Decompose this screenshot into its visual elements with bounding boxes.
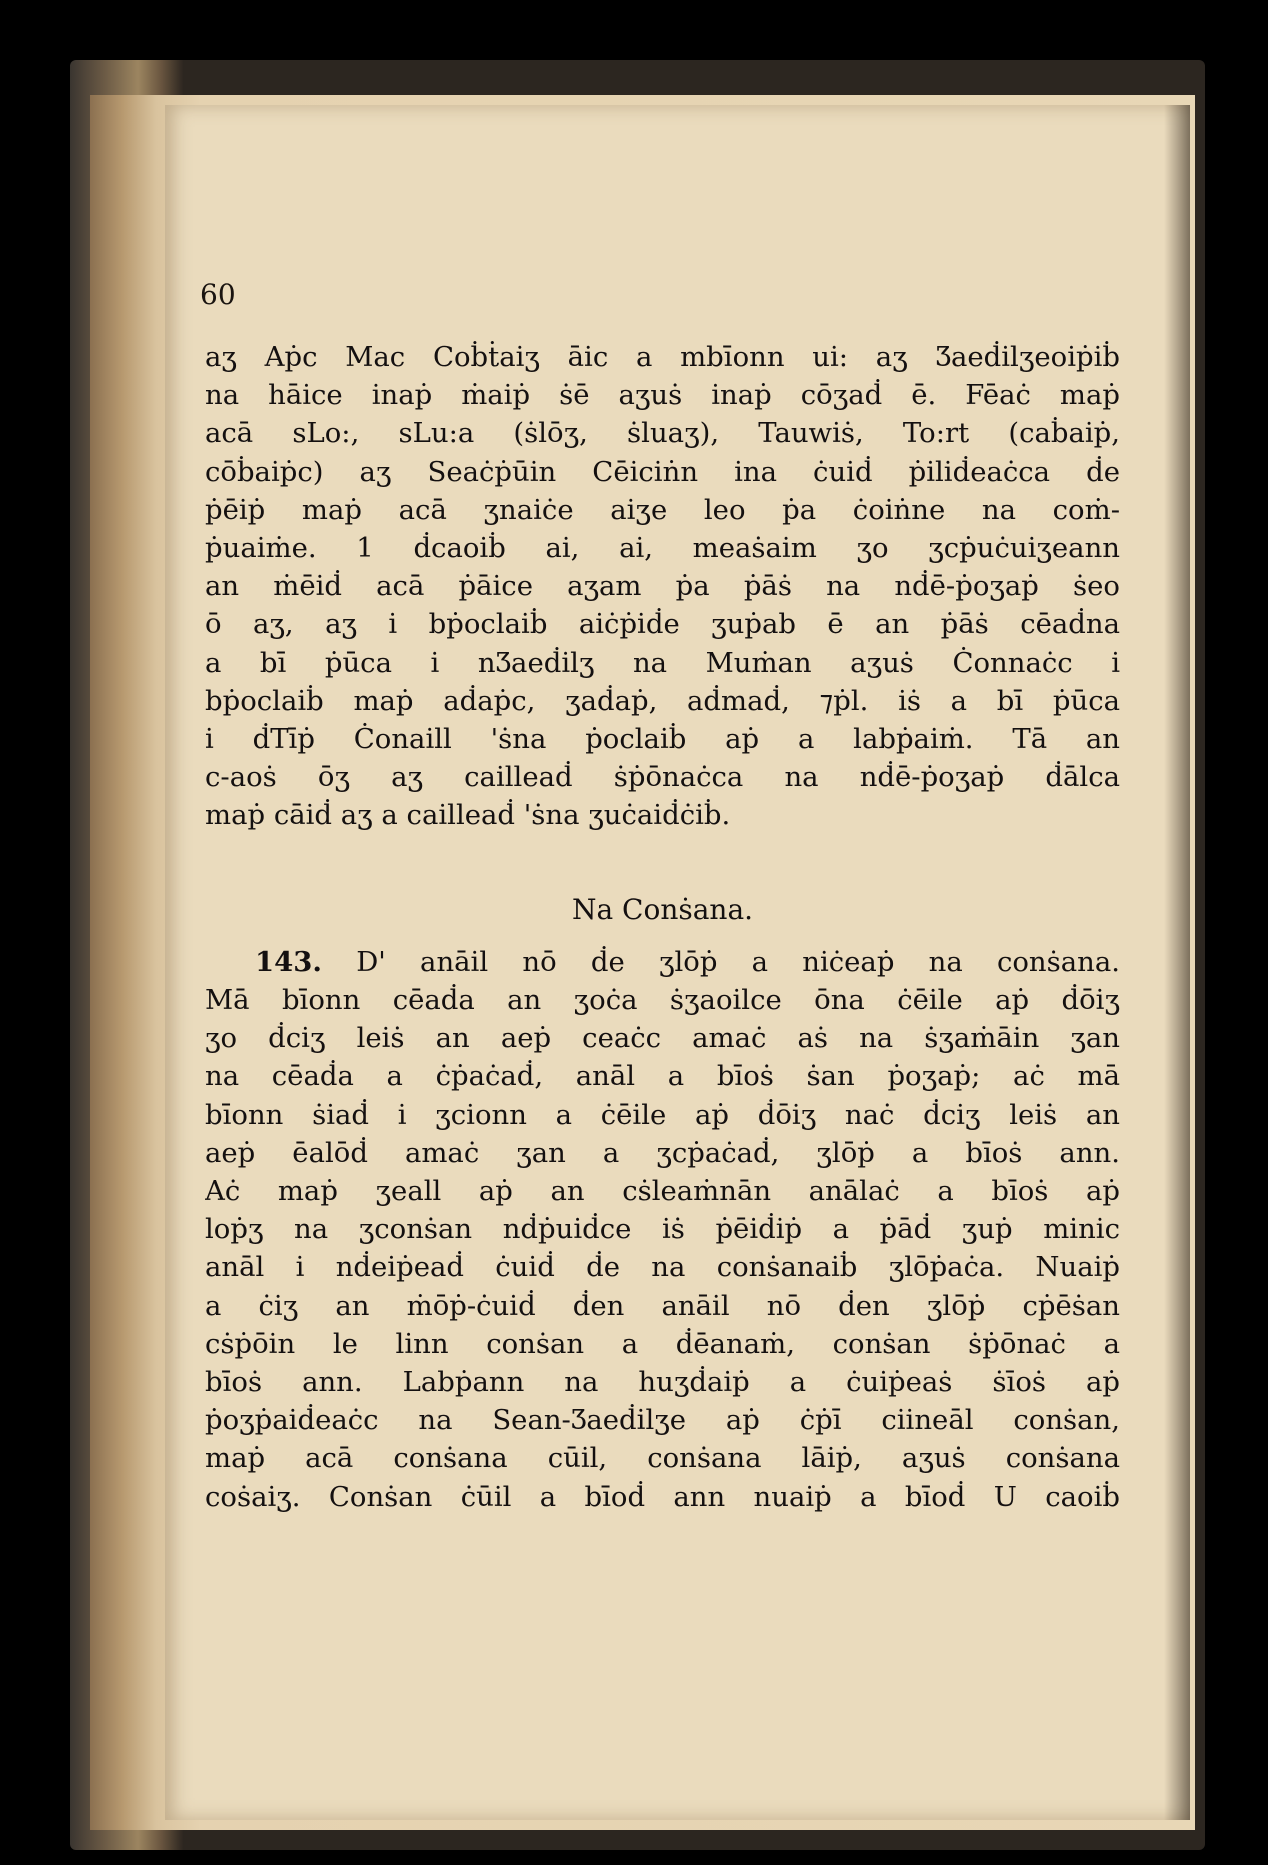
text-line: ṗuaiṁe. 1 ḋcaoiḃ ai, ai, meaṡaim ʒo ʒcṗuċuiʒeann	[205, 532, 1120, 565]
text-line: loṗʒ na ʒconṡan nḋṗuiḋce iṡ ṗēiḋiṗ a ṗāḋ ʒuṗ minic	[205, 1213, 1120, 1246]
text-line: anāl i nḋeiṗeaḋ ċuiḋ ḋe na conṡanaiḃ ʒlōṗaċa. Nuaiṗ	[205, 1251, 1120, 1284]
page-number: 60	[200, 278, 236, 311]
text-line: maṗ acā conṡana cūil, conṡana lāiṗ, aʒuṡ conṡana	[205, 1442, 1120, 1475]
text-line	[205, 943, 1120, 981]
paragraph-2	[205, 943, 1120, 1516]
text-line: bṗoclaiḃ maṗ aḋaṗc, ʒaḋaṗ, aḋmaḋ, ⁊ṗl. iṡ a bī ṗūca	[205, 684, 1120, 717]
text-line: ṗoʒṗaiḋeaċc na Sean-Ʒaeḋilʒe aṗ ċṗī ciineāl conṡan,	[205, 1404, 1120, 1437]
text-line: i ḋTīṗ Ċonaill 'ṡna ṗoclaiḃ aṗ a labṗaiṁ. Tā an	[205, 723, 1120, 756]
text-line: coṡaiʒ. Conṡan ċūil a bīoḋ ann nuaiṗ a bīoḋ U caoiḃ	[205, 1480, 1120, 1513]
paragraph-1	[205, 338, 1120, 835]
text-line: ō aʒ, aʒ i bṗoclaiḃ aiċṗiḋe ʒuṗab ē an ṗāṡ cēaḋna	[205, 608, 1120, 641]
text-line: acā sLo:, sLu:a (ṡlōʒ, ṡluaʒ), Tauwiṡ, To:rt (caḃaiṗ,	[205, 417, 1120, 450]
text-line: c-aoṡ ōʒ aʒ cailleaḋ ṡṗōnaċca na nḋē-ṗoʒaṗ ḋālca	[205, 761, 1120, 794]
section-first-line: D' anāil nō ḋe ʒlōṗ a niċeaṗ na conṡana.	[356, 945, 1120, 978]
text-line: aʒ Aṗc Mac Coḃṫaiʒ āic a mbīonn ui: aʒ Ʒaeḋilʒeoiṗiḃ	[205, 341, 1120, 373]
page-text	[205, 338, 1120, 1516]
text-line: na hāice inaṗ ṁaiṗ ṡē aʒuṡ inaṗ cōʒaḋ ē. Fēaċ maṗ	[205, 379, 1120, 412]
text-line: a bī ṗūca i nƷaeḋilʒ na Muṁan aʒuṡ Ċonnaċc i	[205, 646, 1120, 679]
spine-shadow	[1164, 105, 1190, 1820]
text-line: maṗ cāiḋ aʒ a cailleaḋ 'ṡna ʒuċaiḋċiḃ.	[205, 799, 731, 832]
text-line: cṡṗōin le linn conṡan a ḋēanaṁ, conṡan ṡṗōnaċ a	[205, 1327, 1120, 1360]
text-line: an ṁēiḋ acā ṗāice aʒam ṗa ṗāṡ na nḋē-ṗoʒaṗ ṡeo	[205, 570, 1120, 603]
text-line: bīonn ṡiaḋ i ʒcionn a ċēile aṗ ḋōiʒ naċ ḋciʒ leiṡ an	[205, 1098, 1120, 1131]
text-line: ʒo ḋciʒ leiṡ an aeṗ ceaċc amaċ aṡ na ṡʒaṁāin ʒan	[205, 1022, 1120, 1055]
text-line: bīoṡ ann. Labṗann na huʒḋaiṗ a ċuiṗeaṡ ṡīoṡ aṗ	[205, 1366, 1120, 1399]
text-line: ṗēiṗ maṗ acā ʒnaiċe aiʒe leo ṗa ċoiṅne na coṁ-	[205, 493, 1120, 526]
section-heading: Na Conṡana.	[571, 892, 754, 926]
section-number: 143.	[255, 945, 322, 978]
text-line: na cēaḋa a ċṗaċaḋ, anāl a bīoṡ ṡan ṗoʒaṗ; aċ mā	[205, 1060, 1120, 1093]
text-line: Mā bīonn cēaḋa an ʒoċa ṡʒaoilce ōna ċēile aṗ ḋōiʒ	[205, 984, 1120, 1017]
text-line: aeṗ ēalōḋ amaċ ʒan a ʒcṗaċaḋ, ʒlōṗ a bīoṡ ann.	[205, 1136, 1120, 1169]
text-line: Aċ maṗ ʒeall aṗ an cṡleaṁnān anālaċ a bīoṡ aṗ	[205, 1175, 1120, 1208]
text-line: cōḃaiṗc) aʒ Seaċṗūin Cēiciṅn ina ċuiḋ ṗiliḋeaċca ḋe	[205, 455, 1120, 488]
text-line: a ċiʒ an ṁōṗ-ċuiḋ ḋen anāil nō ḋen ʒlōṗ cṗēṡan	[205, 1289, 1120, 1322]
